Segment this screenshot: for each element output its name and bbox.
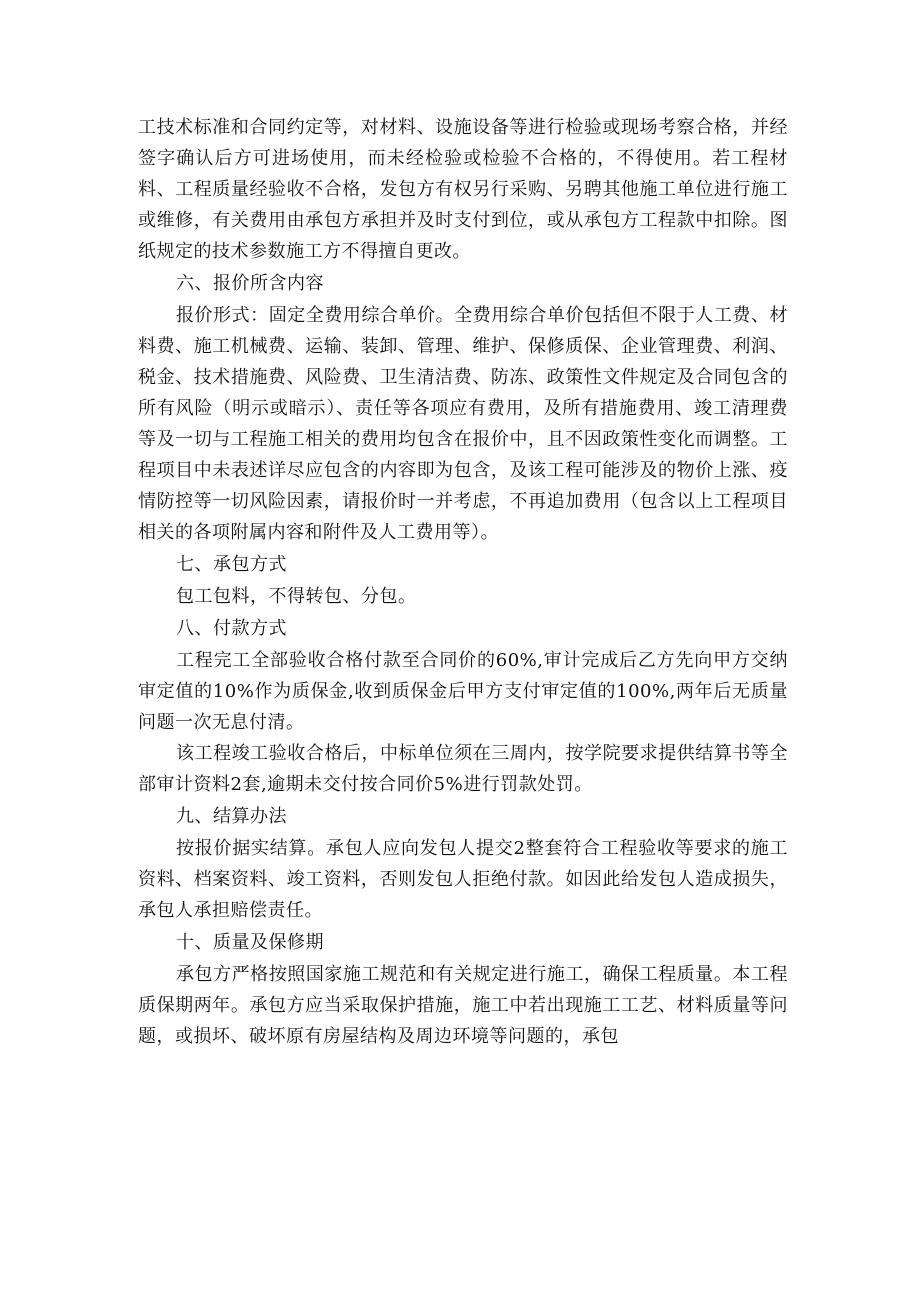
paragraph-payment-terms: 工程完工全部验收合格付款至合同价的60%,审计完成后乙方先向甲方交纳审定值的10%作为质保金,收到质保金后甲方支付审定值的100%,两年后无质量问题一次无息付清。	[138, 650, 788, 733]
heading-contract-method: 七、承包方式	[176, 554, 287, 575]
paragraph-quote-contents: 报价形式：固定全费用综合单价。全费用综合单价包括但不限于人工费、材料费、施工机械费、运输、装卸、管理、维护、保修质保、企业管理费、利润、税金、技术措施费、风险费、卫生清洁费、防冻、政策性文件规定及合同包含的所有风险（明示或暗示）、责任等各项应有费用，及所有措施费用、竣工清理费等及一切与工程施工相关的费用均包含在报价中，且不因政策性变化而调整。工程项目中未表述详尽应包含的内容即为包含，及该工程可能涉及的物价上涨、疫情防控等一切风险因素，请报价时一并考虑，不再追加费用（包含以上工程项目相关的各项附属内容和附件及人工费用等）。	[138, 305, 788, 543]
document-body	[138, 112, 788, 1052]
heading-quote-contents: 六、报价所含内容	[176, 273, 324, 294]
heading-quality-warranty: 十、质量及保修期	[176, 932, 324, 953]
paragraph-audit-materials: 该工程竣工验收合格后，中标单位须在三周内，按学院要求提供结算书等全部审计资料2套,逾期未交付按合同价5%进行罚款处罚。	[138, 743, 788, 795]
paragraph-contract-method: 包工包料，不得转包、分包。	[176, 586, 417, 607]
heading-settlement-method: 九、结算办法	[176, 806, 287, 827]
paragraph-quality-warranty: 承包方严格按照国家施工规范和有关规定进行施工，确保工程质量。本工程质保期两年。承包方应当采取保护措施，施工中若出现施工工艺、材料质量等问题，或损坏、破坏原有房屋结构及周边环境等问题的，承包	[138, 964, 788, 1047]
paragraph-settlement-method: 按报价据实结算。承包人应向发包人提交2整套符合工程验收等要求的施工资料、档案资料、竣工资料，否则发包人拒绝付款。如因此给发包人造成损失，承包人承担赔偿责任。	[138, 838, 788, 921]
paragraph-materials-inspection: 工技术标准和合同约定等，对材料、设施设备等进行检验或现场考察合格，并经签字确认后方可进场使用，而未经检验或检验不合格的，不得使用。若工程材料、工程质量经验收不合格，发包方有权另行采购、另聘其他施工单位进行施工或维修，有关费用由承包方承担并及时支付到位，或从承包方工程款中扣除。图纸规定的技术参数施工方不得擅自更改。	[138, 117, 788, 262]
heading-payment-method: 八、付款方式	[176, 618, 287, 639]
